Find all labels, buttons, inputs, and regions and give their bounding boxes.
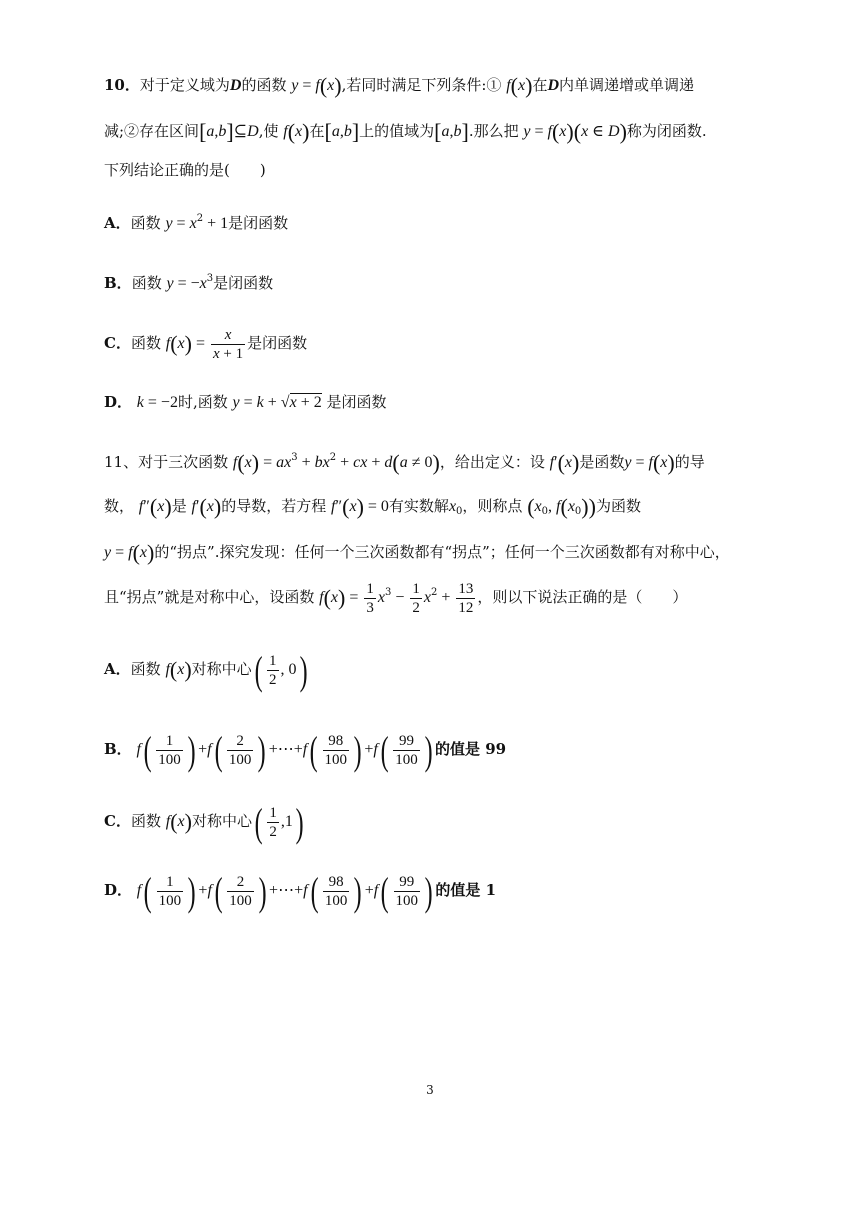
q11-line-1: 11、对于三次函数 $f(x) = ax^3 + bx^2$ + cx + d(a ≠ 0)，给出定义：设 f′(x)是函数y = f(x)的导	[104, 450, 705, 475]
q11-option-b: B． f( $\frac{1}{100}$ ) +f( $\frac{2}{100}$ ) +⋯+f( $\frac{98}{100}$ ) +f( $\frac{99}{100}$ ) 的值是 99	[104, 728, 507, 773]
q11-option-c: C．函数 f(x)对称中心( $\frac{1}{2}$ ,1)	[104, 800, 304, 845]
q11-line-2: 数， f″(x)是 f′(x)的导数，若方程 f″(x) = 0有实数解$x_0$，则称点 ($x_0$, $f(x_0)$)为函数	[104, 494, 641, 519]
q11-option-d: D． f( $\frac{1}{100}$ ) +f( $\frac{2}{100}$ ) +⋯+f( $\frac{98}{100}$ ) +f( $\frac{99}{100}$ ) 的值是 1	[104, 869, 497, 914]
q10-option-b: B．函数 $y = -x^3$是闭函数	[104, 273, 274, 292]
q11-option-a: A．函数 f(x)对称中心( $\frac{1}{2}$ , 0)	[104, 648, 308, 693]
q10-line-3: 下列结论正确的是( )	[104, 161, 266, 179]
q11-line-3: y = f(x)的“拐点”.探究发现：任何一个三次函数都有“拐点”；任何一个三次函数都有对称中心，	[104, 540, 730, 565]
q10-text: 对于定义域为	[139, 76, 230, 94]
q10-number: 10．	[104, 76, 140, 94]
fraction: $\frac{x}{x + 1}$	[213, 326, 244, 362]
q11-line-4: 且“拐点”就是对称中心，设函数 f(x) = $\frac{1}{3}$ $x^3$ − $\frac{1}{2}$ $x^2$ + $\frac{13}{12}$ ，则以下说法正确的是（ ）	[104, 580, 688, 616]
q10-option-a: A．函数 $y = x^2 + 1$是闭函数	[104, 213, 289, 232]
q10-option-d: D． k = −2时,函数 y = k + √x + 2 是闭函数	[104, 393, 387, 411]
q10-line-1: 10．对于定义域为D的函数 y = f(x),若同时满足下列条件:① f(x)在D内单调递增或单调递	[104, 73, 695, 98]
page-number: 3	[426, 1083, 434, 1097]
math-expr: y	[291, 77, 299, 94]
q10-line-2: 减;②存在区间[a,b]⊆D,使 f(x)在[a,b]上的值域为[a,b].那么把 y = f(x)(x ∈ D)称为闭函数.	[104, 119, 707, 144]
q10-option-c: C．函数 f(x) = $\frac{x}{x + 1}$ 是闭函数	[104, 326, 308, 362]
